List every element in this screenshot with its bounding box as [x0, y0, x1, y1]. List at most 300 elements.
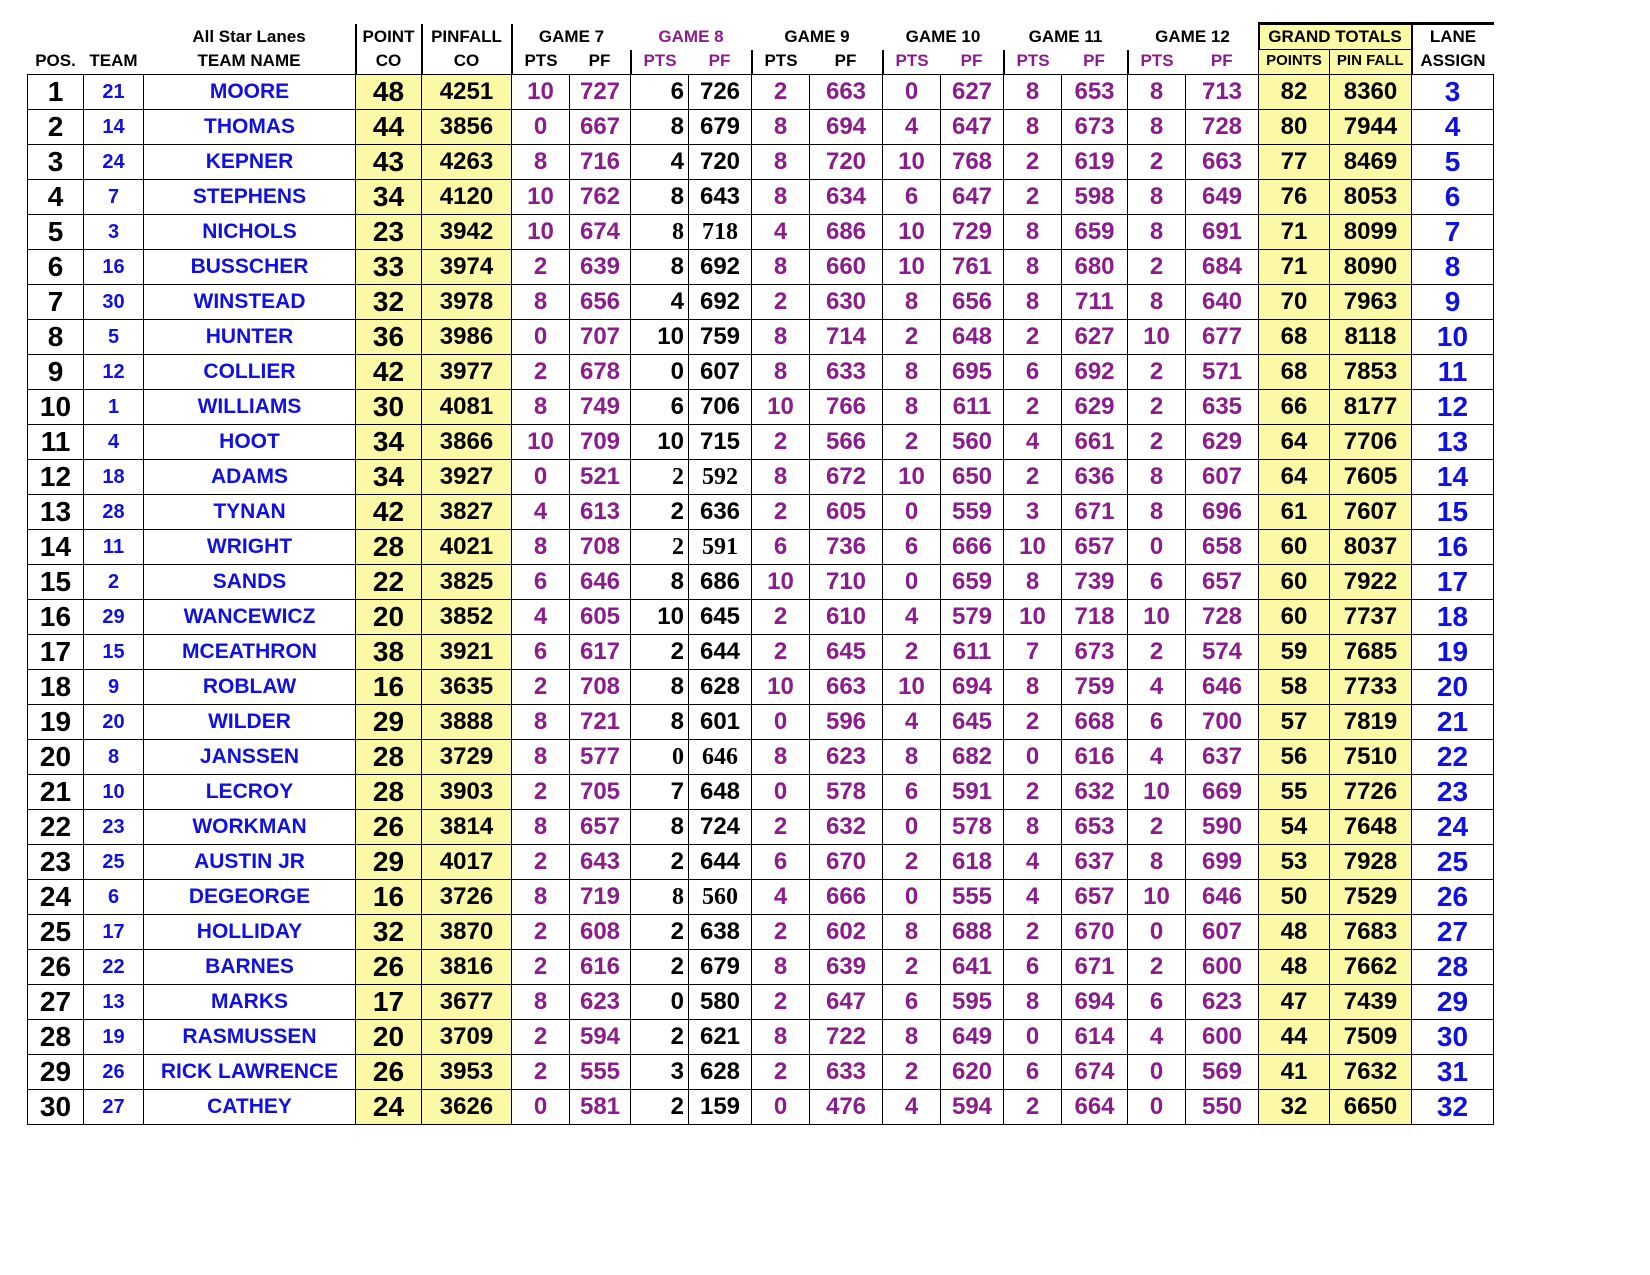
game-11-pf-cell: 629	[1062, 390, 1128, 425]
game-8-pts-cell: 4	[631, 145, 689, 180]
game-11-pts-cell: 6	[1004, 950, 1062, 985]
game-9-pf-cell: 633	[810, 355, 883, 390]
game-8-pts-cell: 10	[631, 425, 689, 460]
team-number-cell: 11	[84, 530, 144, 565]
point-co-cell: 48	[356, 75, 422, 110]
game-12-pf-cell: 590	[1186, 810, 1259, 845]
game-8-pf-cell: 726	[689, 75, 752, 110]
game-7-pf-cell: 708	[570, 670, 631, 705]
header-g9-pf: PF	[834, 50, 857, 70]
game-8-pf-cell: 724	[689, 810, 752, 845]
pinfall-co-cell: 4021	[422, 530, 512, 565]
game-12-pf-cell: 699	[1186, 845, 1259, 880]
header-pinfall-co: PINFALL	[422, 24, 512, 50]
game-11-pf-cell: 673	[1062, 635, 1128, 670]
lane-assign-cell: 28	[1412, 950, 1494, 985]
header-g12-pf: PF	[1210, 50, 1233, 70]
game-7-pf-cell: 708	[570, 530, 631, 565]
game-12-pf-cell: 691	[1186, 215, 1259, 250]
position-cell: 16	[28, 600, 84, 635]
header-game-11: GAME 11	[1028, 26, 1103, 46]
lane-assign-cell: 16	[1412, 530, 1494, 565]
game-9-pts-cell: 8	[752, 320, 810, 355]
game-11-pts-cell: 2	[1004, 1090, 1062, 1125]
total-points-cell: 68	[1259, 320, 1330, 355]
game-7-pts-cell: 6	[512, 565, 570, 600]
game-9-pts-cell: 2	[752, 600, 810, 635]
game-12-pts-cell: 8	[1128, 110, 1186, 145]
team-number-cell: 28	[84, 495, 144, 530]
game-11-pts-cell: 7	[1004, 635, 1062, 670]
header-blank	[28, 24, 84, 50]
game-7-pf-cell: 719	[570, 880, 631, 915]
game-10-pts-cell: 8	[883, 915, 941, 950]
total-pinfall-cell: 7737	[1330, 600, 1412, 635]
team-name-cell: HOOT	[144, 425, 356, 460]
game-9-pts-cell: 8	[752, 145, 810, 180]
game-7-pf-cell: 667	[570, 110, 631, 145]
game-7-pf-cell: 749	[570, 390, 631, 425]
game-9-pf-cell: 666	[810, 880, 883, 915]
pinfall-co-cell: 4251	[422, 75, 512, 110]
game-11-pf-cell: 671	[1062, 495, 1128, 530]
game-11-pf-cell: 680	[1062, 250, 1128, 285]
game-7-pts-cell: 8	[512, 145, 570, 180]
total-pinfall-cell: 7683	[1330, 915, 1412, 950]
game-8-pts-cell: 3	[631, 1055, 689, 1090]
lane-assign-cell: 14	[1412, 460, 1494, 495]
point-co-cell: 43	[356, 145, 422, 180]
header-pinfall-co-sub: CO	[422, 50, 512, 75]
game-11-pf-cell: 671	[1062, 950, 1128, 985]
game-10-pf-cell: 618	[941, 845, 1004, 880]
header-pin-fall: PIN FALL	[1330, 50, 1412, 75]
game-12-pts-cell: 4	[1128, 670, 1186, 705]
game-10-pf-cell: 559	[941, 495, 1004, 530]
game-10-pts-cell: 4	[883, 705, 941, 740]
game-8-pts-cell: 2	[631, 495, 689, 530]
game-9-pf-cell: 602	[810, 915, 883, 950]
total-points-cell: 59	[1259, 635, 1330, 670]
game-9-pf-cell: 670	[810, 845, 883, 880]
pinfall-co-cell: 3827	[422, 495, 512, 530]
game-10-pts-cell: 0	[883, 880, 941, 915]
team-number-cell: 24	[84, 145, 144, 180]
game-7-pf-cell: 643	[570, 845, 631, 880]
game-10-pf-cell: 578	[941, 810, 1004, 845]
total-pinfall-cell: 7819	[1330, 705, 1412, 740]
game-11-pts-cell: 8	[1004, 985, 1062, 1020]
game-7-pts-cell: 2	[512, 845, 570, 880]
game-10-pf-cell: 611	[941, 390, 1004, 425]
pinfall-co-cell: 3927	[422, 460, 512, 495]
table-row	[28, 670, 1494, 705]
point-co-cell: 24	[356, 1090, 422, 1125]
team-number-cell: 3	[84, 215, 144, 250]
game-11-pf-cell: 619	[1062, 145, 1128, 180]
game-11-pts-cell: 8	[1004, 250, 1062, 285]
total-pinfall-cell: 7928	[1330, 845, 1412, 880]
position-cell: 10	[28, 390, 84, 425]
team-number-cell: 2	[84, 565, 144, 600]
game-8-pts-cell: 2	[631, 460, 689, 495]
game-10-pf-cell: 729	[941, 215, 1004, 250]
game-9-pts-cell: 8	[752, 460, 810, 495]
game-11-pts-cell: 3	[1004, 495, 1062, 530]
position-cell: 9	[28, 355, 84, 390]
total-pinfall-cell: 7510	[1330, 740, 1412, 775]
team-number-cell: 27	[84, 1090, 144, 1125]
lane-assign-cell: 19	[1412, 635, 1494, 670]
game-7-pts-cell: 10	[512, 180, 570, 215]
game-7-pf-cell: 646	[570, 565, 631, 600]
team-name-cell: MARKS	[144, 985, 356, 1020]
total-pinfall-cell: 7605	[1330, 460, 1412, 495]
lane-assign-cell: 20	[1412, 670, 1494, 705]
lane-assign-cell: 8	[1412, 250, 1494, 285]
game-10-pf-cell: 555	[941, 880, 1004, 915]
team-name-cell: WILDER	[144, 705, 356, 740]
total-points-cell: 71	[1259, 215, 1330, 250]
game-7-pf-cell: 639	[570, 250, 631, 285]
game-9-pf-cell: 714	[810, 320, 883, 355]
game-9-pts-cell: 4	[752, 880, 810, 915]
total-pinfall-cell: 7509	[1330, 1020, 1412, 1055]
game-8-pts-cell: 8	[631, 180, 689, 215]
game-9-pts-cell: 6	[752, 845, 810, 880]
game-11-pf-cell: 653	[1062, 75, 1128, 110]
game-7-pts-cell: 4	[512, 600, 570, 635]
team-name-cell: STEPHENS	[144, 180, 356, 215]
team-name-cell: RICK LAWRENCE	[144, 1055, 356, 1090]
point-co-cell: 20	[356, 1020, 422, 1055]
game-10-pts-cell: 6	[883, 775, 941, 810]
pinfall-co-cell: 3816	[422, 950, 512, 985]
table-row	[28, 180, 1494, 215]
game-11-pf-cell: 739	[1062, 565, 1128, 600]
game-10-pts-cell: 2	[883, 635, 941, 670]
pinfall-co-cell: 3825	[422, 565, 512, 600]
game-8-pts-cell: 6	[631, 75, 689, 110]
game-8-pf-cell: 628	[689, 670, 752, 705]
table-row	[28, 1090, 1494, 1125]
table-row	[28, 740, 1494, 775]
game-10-pts-cell: 6	[883, 985, 941, 1020]
game-10-pts-cell: 10	[883, 460, 941, 495]
game-11-pf-cell: 659	[1062, 215, 1128, 250]
game-12-pf-cell: 571	[1186, 355, 1259, 390]
team-name-cell: KEPNER	[144, 145, 356, 180]
game-7-pts-cell: 2	[512, 1055, 570, 1090]
team-number-cell: 5	[84, 320, 144, 355]
table-row	[28, 1055, 1494, 1090]
lane-assign-cell: 27	[1412, 915, 1494, 950]
header-row-1	[28, 24, 1494, 50]
header-row-2	[28, 50, 1494, 75]
game-8-pts-cell: 8	[631, 810, 689, 845]
total-points-cell: 55	[1259, 775, 1330, 810]
game-9-pts-cell: 10	[752, 565, 810, 600]
game-8-pf-cell: 706	[689, 390, 752, 425]
game-12-pts-cell: 6	[1128, 705, 1186, 740]
position-cell: 25	[28, 915, 84, 950]
game-9-pf-cell: 645	[810, 635, 883, 670]
game-10-pf-cell: 620	[941, 1055, 1004, 1090]
game-10-pf-cell: 768	[941, 145, 1004, 180]
table-row	[28, 320, 1494, 355]
game-7-pts-cell: 10	[512, 215, 570, 250]
game-7-pf-cell: 623	[570, 985, 631, 1020]
header-g7-pf: PF	[588, 50, 611, 70]
game-9-pf-cell: 605	[810, 495, 883, 530]
game-10-pts-cell: 6	[883, 180, 941, 215]
game-12-pf-cell: 600	[1186, 1020, 1259, 1055]
lane-assign-cell: 17	[1412, 565, 1494, 600]
team-name-cell: COLLIER	[144, 355, 356, 390]
game-9-pf-cell: 720	[810, 145, 883, 180]
game-9-pf-cell: 766	[810, 390, 883, 425]
game-12-pts-cell: 8	[1128, 845, 1186, 880]
game-10-pts-cell: 4	[883, 600, 941, 635]
game-7-pts-cell: 2	[512, 1020, 570, 1055]
game-7-pts-cell: 2	[512, 915, 570, 950]
total-points-cell: 48	[1259, 950, 1330, 985]
team-name-cell: WANCEWICZ	[144, 600, 356, 635]
game-12-pts-cell: 8	[1128, 180, 1186, 215]
game-11-pf-cell: 694	[1062, 985, 1128, 1020]
header-g11-pts: PTS	[1004, 50, 1062, 75]
team-name-cell: CATHEY	[144, 1090, 356, 1125]
point-co-cell: 34	[356, 460, 422, 495]
game-11-pts-cell: 6	[1004, 1055, 1062, 1090]
lane-assign-cell: 7	[1412, 215, 1494, 250]
total-points-cell: 44	[1259, 1020, 1330, 1055]
pinfall-co-cell: 3870	[422, 915, 512, 950]
lane-assign-cell: 10	[1412, 320, 1494, 355]
game-7-pts-cell: 10	[512, 425, 570, 460]
game-7-pts-cell: 0	[512, 110, 570, 145]
game-11-pts-cell: 8	[1004, 75, 1062, 110]
total-pinfall-cell: 7529	[1330, 880, 1412, 915]
total-points-cell: 71	[1259, 250, 1330, 285]
total-points-cell: 48	[1259, 915, 1330, 950]
point-co-cell: 16	[356, 880, 422, 915]
game-8-pts-cell: 2	[631, 915, 689, 950]
game-12-pf-cell: 646	[1186, 670, 1259, 705]
team-number-cell: 18	[84, 460, 144, 495]
position-cell: 15	[28, 565, 84, 600]
point-co-cell: 22	[356, 565, 422, 600]
game-12-pts-cell: 2	[1128, 635, 1186, 670]
table-row	[28, 390, 1494, 425]
team-name-cell: THOMAS	[144, 110, 356, 145]
game-10-pf-cell: 627	[941, 75, 1004, 110]
game-10-pf-cell: 695	[941, 355, 1004, 390]
game-8-pts-cell: 8	[631, 880, 689, 915]
game-12-pts-cell: 8	[1128, 75, 1186, 110]
point-co-cell: 32	[356, 285, 422, 320]
game-8-pf-cell: 686	[689, 565, 752, 600]
game-8-pts-cell: 8	[631, 670, 689, 705]
header-g10-pf: PF	[960, 50, 983, 70]
game-9-pf-cell: 722	[810, 1020, 883, 1055]
game-7-pf-cell: 594	[570, 1020, 631, 1055]
game-9-pts-cell: 8	[752, 1020, 810, 1055]
total-pinfall-cell: 7662	[1330, 950, 1412, 985]
game-11-pts-cell: 4	[1004, 845, 1062, 880]
game-9-pts-cell: 8	[752, 950, 810, 985]
game-9-pf-cell: 686	[810, 215, 883, 250]
position-cell: 6	[28, 250, 84, 285]
team-number-cell: 21	[84, 75, 144, 110]
total-points-cell: 53	[1259, 845, 1330, 880]
game-11-pf-cell: 632	[1062, 775, 1128, 810]
point-co-cell: 38	[356, 635, 422, 670]
total-points-cell: 66	[1259, 390, 1330, 425]
point-co-cell: 26	[356, 950, 422, 985]
game-12-pts-cell: 0	[1128, 1055, 1186, 1090]
table-row	[28, 75, 1494, 110]
game-11-pts-cell: 2	[1004, 320, 1062, 355]
game-12-pts-cell: 6	[1128, 565, 1186, 600]
game-9-pf-cell: 736	[810, 530, 883, 565]
game-12-pf-cell: 663	[1186, 145, 1259, 180]
total-points-cell: 58	[1259, 670, 1330, 705]
game-12-pf-cell: 600	[1186, 950, 1259, 985]
game-10-pts-cell: 2	[883, 1055, 941, 1090]
game-7-pf-cell: 657	[570, 810, 631, 845]
point-co-cell: 29	[356, 705, 422, 740]
total-pinfall-cell: 7632	[1330, 1055, 1412, 1090]
game-9-pts-cell: 2	[752, 425, 810, 460]
game-7-pts-cell: 8	[512, 390, 570, 425]
game-11-pf-cell: 718	[1062, 600, 1128, 635]
game-11-pf-cell: 598	[1062, 180, 1128, 215]
team-number-cell: 7	[84, 180, 144, 215]
table-row	[28, 110, 1494, 145]
pinfall-co-cell: 3888	[422, 705, 512, 740]
game-9-pf-cell: 596	[810, 705, 883, 740]
pinfall-co-cell: 3978	[422, 285, 512, 320]
game-8-pts-cell: 8	[631, 110, 689, 145]
total-points-cell: 68	[1259, 355, 1330, 390]
game-12-pf-cell: 607	[1186, 915, 1259, 950]
pinfall-co-cell: 3856	[422, 110, 512, 145]
total-points-cell: 80	[1259, 110, 1330, 145]
game-8-pf-cell: 601	[689, 705, 752, 740]
game-8-pf-cell: 692	[689, 285, 752, 320]
pinfall-co-cell: 3726	[422, 880, 512, 915]
game-11-pf-cell: 653	[1062, 810, 1128, 845]
team-name-cell: WILLIAMS	[144, 390, 356, 425]
game-12-pf-cell: 635	[1186, 390, 1259, 425]
game-11-pf-cell: 692	[1062, 355, 1128, 390]
game-9-pf-cell: 660	[810, 250, 883, 285]
point-co-cell: 28	[356, 740, 422, 775]
game-10-pf-cell: 761	[941, 250, 1004, 285]
pinfall-co-cell: 3953	[422, 1055, 512, 1090]
game-9-pts-cell: 6	[752, 530, 810, 565]
table-row	[28, 285, 1494, 320]
header-team-name: TEAM NAME	[197, 50, 301, 70]
position-cell: 7	[28, 285, 84, 320]
game-9-pts-cell: 2	[752, 810, 810, 845]
team-number-cell: 1	[84, 390, 144, 425]
game-9-pf-cell: 632	[810, 810, 883, 845]
game-11-pts-cell: 8	[1004, 285, 1062, 320]
game-8-pf-cell: 679	[689, 110, 752, 145]
game-8-pts-cell: 8	[631, 565, 689, 600]
game-7-pf-cell: 605	[570, 600, 631, 635]
total-points-cell: 76	[1259, 180, 1330, 215]
point-co-cell: 26	[356, 1055, 422, 1090]
point-co-cell: 42	[356, 495, 422, 530]
game-10-pf-cell: 579	[941, 600, 1004, 635]
game-7-pf-cell: 521	[570, 460, 631, 495]
game-11-pts-cell: 10	[1004, 530, 1062, 565]
position-cell: 22	[28, 810, 84, 845]
standings-body	[28, 75, 1494, 1125]
venue-title: All Star Lanes	[192, 26, 306, 46]
pinfall-co-cell: 4081	[422, 390, 512, 425]
game-9-pf-cell: 672	[810, 460, 883, 495]
game-9-pf-cell: 566	[810, 425, 883, 460]
game-8-pts-cell: 8	[631, 215, 689, 250]
position-cell: 24	[28, 880, 84, 915]
game-12-pts-cell: 2	[1128, 390, 1186, 425]
total-points-cell: 47	[1259, 985, 1330, 1020]
pinfall-co-cell: 3974	[422, 250, 512, 285]
game-8-pts-cell: 2	[631, 950, 689, 985]
game-7-pts-cell: 2	[512, 355, 570, 390]
game-11-pts-cell: 8	[1004, 810, 1062, 845]
pinfall-co-cell: 3986	[422, 320, 512, 355]
game-8-pf-cell: 648	[689, 775, 752, 810]
game-8-pf-cell: 718	[689, 215, 752, 250]
game-11-pts-cell: 0	[1004, 1020, 1062, 1055]
total-pinfall-cell: 7648	[1330, 810, 1412, 845]
game-10-pts-cell: 10	[883, 250, 941, 285]
header-blank	[84, 24, 144, 50]
game-7-pts-cell: 8	[512, 880, 570, 915]
game-12-pf-cell: 696	[1186, 495, 1259, 530]
point-co-cell: 28	[356, 775, 422, 810]
total-pinfall-cell: 7853	[1330, 355, 1412, 390]
point-co-cell: 26	[356, 810, 422, 845]
total-pinfall-cell: 8469	[1330, 145, 1412, 180]
game-12-pf-cell: 569	[1186, 1055, 1259, 1090]
game-9-pf-cell: 634	[810, 180, 883, 215]
game-12-pf-cell: 623	[1186, 985, 1259, 1020]
game-7-pts-cell: 0	[512, 320, 570, 355]
game-7-pf-cell: 705	[570, 775, 631, 810]
game-8-pf-cell: 638	[689, 915, 752, 950]
game-12-pf-cell: 607	[1186, 460, 1259, 495]
game-10-pts-cell: 0	[883, 75, 941, 110]
header-g8-pf: PF	[708, 50, 731, 70]
game-12-pf-cell: 637	[1186, 740, 1259, 775]
game-8-pts-cell: 2	[631, 635, 689, 670]
game-9-pts-cell: 2	[752, 985, 810, 1020]
game-7-pf-cell: 608	[570, 915, 631, 950]
total-points-cell: 82	[1259, 75, 1330, 110]
point-co-cell: 44	[356, 110, 422, 145]
header-game-9: GAME 9	[784, 26, 850, 46]
game-10-pts-cell: 2	[883, 425, 941, 460]
game-12-pts-cell: 2	[1128, 250, 1186, 285]
game-12-pts-cell: 2	[1128, 425, 1186, 460]
game-9-pf-cell: 623	[810, 740, 883, 775]
